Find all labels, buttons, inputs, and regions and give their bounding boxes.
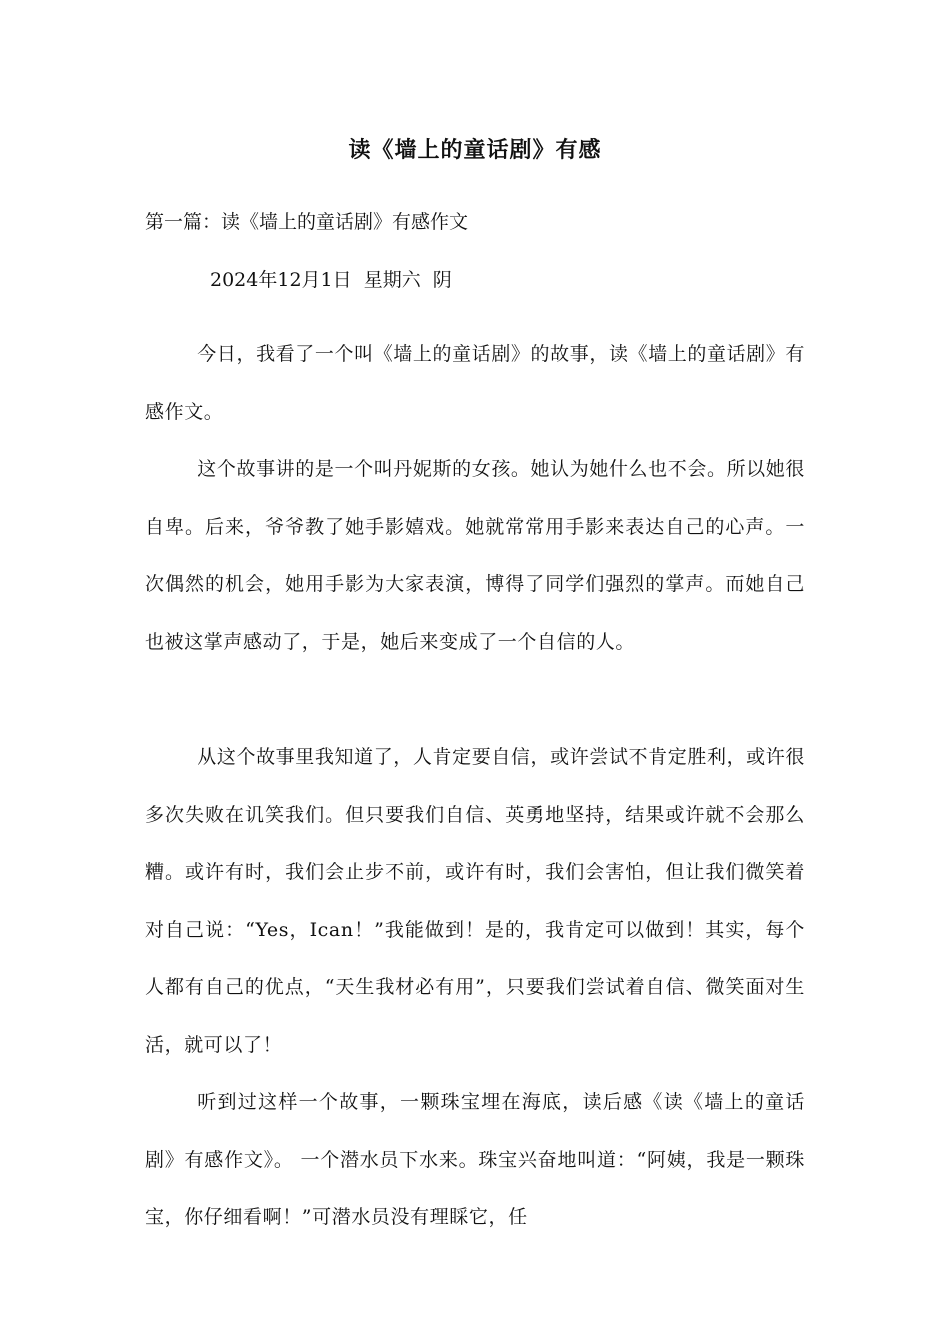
section-heading: 第一篇：读《墙上的童话剧》有感作文: [145, 211, 469, 233]
paragraph: 听到过这样一个故事，一颗珠宝埋在海底，读后感《读《墙上的童话剧》有感作文》。 一个潜水员下水来。珠宝兴奋地叫道：“阿姨，我是一颗珠宝，你仔细看啊！”可潜水员没有理睬它，任: [145, 1091, 805, 1228]
paragraph: 从这个故事里我知道了，人肯定要自信，或许尝试不肯定胜利，或许很多次失败在讥笑我们。但只要我们自信、英勇地坚持，结果或许就不会那么糟。或许有时，我们会止步不前，或许有时，我们会害怕，但让我们微笑着对自己说：“Yes，Ican！”我能做到！是的，我肯定可以做到！其实，每个人都有自己的优点，“天生我材必有用”，只要我们尝试着自信、微笑面对生活，就可以了！: [145, 746, 805, 1056]
paragraph: 今日，我看了一个叫《墙上的童话剧》的故事，读《墙上的童话剧》有感作文。: [145, 343, 805, 423]
document-title: 读《墙上的童话剧》有感: [348, 137, 602, 163]
paragraph: 这个故事讲的是一个叫丹妮斯的女孩。她认为她什么也不会。所以她很自卑。后来，爷爷教了她手影嬉戏。她就常常用手影来表达自己的心声。一次偶然的机会，她用手影为大家表演，博得了同学们强烈的掌声。而她自己也被这掌声感动了，于是，她后来变成了一个自信的人。: [145, 458, 805, 653]
date-line: 2024年12月1日 星期六 阴: [210, 269, 452, 291]
